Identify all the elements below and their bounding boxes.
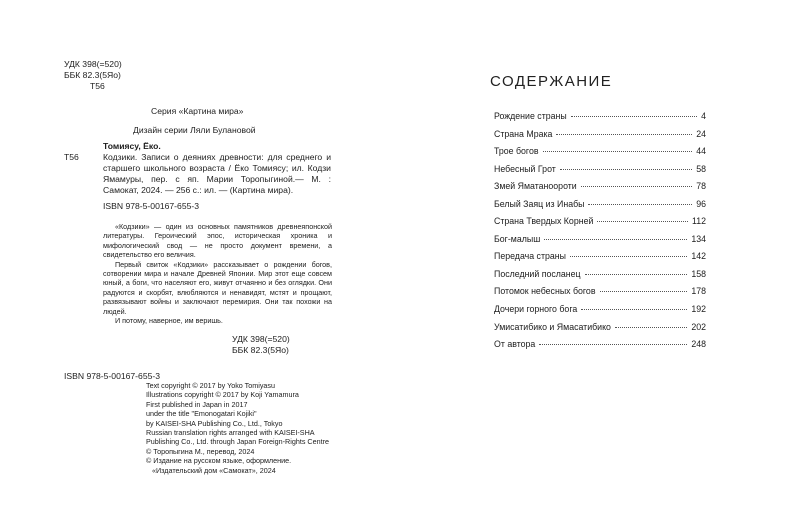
toc-entry[interactable] bbox=[494, 304, 706, 322]
toc-entry-page: 78 bbox=[696, 181, 706, 192]
udk-block-top bbox=[64, 59, 122, 92]
dot-leader bbox=[600, 290, 688, 292]
toc-entry-page: 202 bbox=[691, 321, 706, 332]
toc-entry-title: Рождение страны bbox=[494, 111, 567, 121]
toc-entry-title: Последний посланец bbox=[494, 268, 581, 279]
toc-entry-page: 248 bbox=[691, 339, 706, 350]
dot-leader bbox=[539, 343, 687, 345]
toc-entry-page: 112 bbox=[691, 216, 706, 227]
toc-entry-page: 134 bbox=[691, 233, 706, 244]
toc-entry-title: Дочери горного бога bbox=[494, 304, 578, 315]
toc-entry[interactable] bbox=[494, 269, 706, 287]
toc-entry[interactable] bbox=[494, 111, 706, 129]
dot-leader bbox=[597, 220, 688, 222]
dot-leader bbox=[615, 326, 687, 328]
copyright-line: Illustrations copyright © 2017 by Koji Yamamura bbox=[146, 390, 299, 400]
copyright-line: Russian translation rights arranged with KAISEI-SHA bbox=[146, 428, 315, 438]
toc-entry[interactable] bbox=[494, 164, 706, 182]
dot-leader bbox=[581, 185, 692, 187]
toc-entry-title: Страна Мрака bbox=[494, 128, 553, 139]
toc-entry-title: От автора bbox=[494, 339, 536, 350]
toc-entry-title: Передача страны bbox=[494, 251, 566, 262]
dot-leader bbox=[544, 238, 687, 240]
series-line: Серия «Картина мира» bbox=[151, 106, 244, 116]
copyright-line: First published in Japan in 2017 bbox=[146, 399, 248, 409]
toc-entry[interactable] bbox=[494, 322, 706, 340]
udk-code: УДК 398(=520) bbox=[64, 59, 122, 69]
toc-entry-page: 96 bbox=[696, 198, 706, 209]
toc-entry-page: 178 bbox=[691, 286, 706, 297]
toc-entry[interactable] bbox=[494, 339, 706, 357]
dot-leader bbox=[560, 168, 692, 170]
toc-entry[interactable] bbox=[494, 216, 706, 234]
toc-entry-page: 58 bbox=[696, 163, 706, 174]
toc-entry-title: Умисатибико и Ямасатибико bbox=[494, 321, 611, 332]
dot-leader bbox=[570, 255, 687, 257]
toc-entry-page: 24 bbox=[696, 128, 706, 139]
annotation-paragraph: Первый свиток «Кодзики» рассказывает о рождении богов, сотворении мира и начале Древней Японии. Мир этот еще совсем юный, а боги, что населяют его, живут отчаянно и без оглядки. Они радуются и скорбят, влюбляются и ненавидят, мстят и прощают, развязывают войны и заключают перемирия. Они так похожи на людей. bbox=[103, 259, 332, 316]
copyright-line: Publishing Co., Ltd. through Japan Foreign-Rights Centre bbox=[146, 437, 329, 447]
copyright-block bbox=[146, 381, 346, 475]
dot-leader bbox=[571, 115, 697, 117]
annotation-paragraph: И потому, наверное, им веришь. bbox=[115, 316, 223, 326]
table-of-contents bbox=[494, 111, 706, 357]
dot-leader bbox=[585, 273, 688, 275]
toc-entry-title: Бог-малыш bbox=[494, 233, 541, 244]
copyright-line: under the title "Emonogatari Kojiki" bbox=[146, 409, 257, 419]
annotation-paragraph: «Кодзики» — один из основных памятников древнеяпонской литературы. Героический эпос, историческая хроника и мифологический свод — не просто документ времени, а свидетельство его величия. bbox=[103, 222, 332, 260]
author-mark-side: Т56 bbox=[64, 152, 79, 162]
dot-leader bbox=[581, 308, 687, 310]
dot-leader bbox=[588, 203, 692, 205]
isbn-line-bottom: ISBN 978-5-00167-655-3 bbox=[64, 371, 161, 381]
toc-entry[interactable] bbox=[494, 181, 706, 199]
toc-entry-page: 158 bbox=[691, 268, 706, 279]
toc-entry-title: Потомок небесных богов bbox=[494, 286, 596, 297]
bbk-code: ББК 82.3(5Яо) bbox=[232, 345, 289, 355]
bibliographic-description: Кодзики. Записи о деяниях древности: для среднего и старшего школьного возраста / Ёко Томиясу; ил. Кодзи Ямамуры, пер. с яп. Марии Торопыгиной.— М. : Самокат, 2024. — 256 с.: ил. — (Картина мира). bbox=[103, 152, 331, 195]
copyright-line: by KAISEI-SHA Publishing Co., Ltd., Tokyo bbox=[146, 418, 283, 428]
design-credit: Дизайн серии Ляли Булановой bbox=[133, 125, 256, 135]
toc-heading: СОДЕРЖАНИЕ bbox=[490, 73, 613, 90]
author-heading: Томиясу, Ёко. bbox=[103, 141, 161, 151]
toc-entry[interactable] bbox=[494, 234, 706, 252]
toc-entry-page: 142 bbox=[691, 251, 706, 262]
toc-entry-title: Белый Заяц из Инабы bbox=[494, 198, 585, 209]
isbn-line: ISBN 978-5-00167-655-3 bbox=[103, 201, 200, 211]
dot-leader bbox=[556, 133, 692, 135]
copyright-line: «Издательский дом «Самокат», 2024 bbox=[152, 465, 276, 475]
udk-block-bottom bbox=[232, 334, 290, 356]
toc-entry-title: Небесный Грот bbox=[494, 163, 556, 174]
toc-entry-page: 44 bbox=[696, 146, 706, 157]
copyright-line: © Торопыгина М., перевод, 2024 bbox=[146, 446, 255, 456]
toc-entry[interactable] bbox=[494, 251, 706, 269]
udk-code: УДК 398(=520) bbox=[232, 334, 290, 344]
toc-entry-title: Трое богов bbox=[494, 146, 539, 157]
toc-entry[interactable] bbox=[494, 286, 706, 304]
annotation bbox=[103, 222, 332, 325]
dot-leader bbox=[543, 150, 693, 152]
copyright-line: © Издание на русском языке, оформление. bbox=[146, 456, 292, 466]
toc-entry-title: Страна Твердых Корней bbox=[494, 216, 594, 227]
bbk-code: ББК 82.3(5Яо) bbox=[64, 70, 121, 80]
toc-entry-page: 4 bbox=[701, 111, 706, 121]
copyright-line: Text copyright © 2017 by Yoko Tomiyasu bbox=[146, 381, 276, 390]
toc-entry[interactable] bbox=[494, 129, 706, 147]
toc-entry-page: 192 bbox=[691, 304, 706, 315]
toc-entry-title: Змей Яматаноороти bbox=[494, 181, 577, 192]
toc-entry[interactable] bbox=[494, 199, 706, 217]
toc-entry[interactable] bbox=[494, 146, 706, 164]
author-mark: Т56 bbox=[90, 81, 105, 91]
